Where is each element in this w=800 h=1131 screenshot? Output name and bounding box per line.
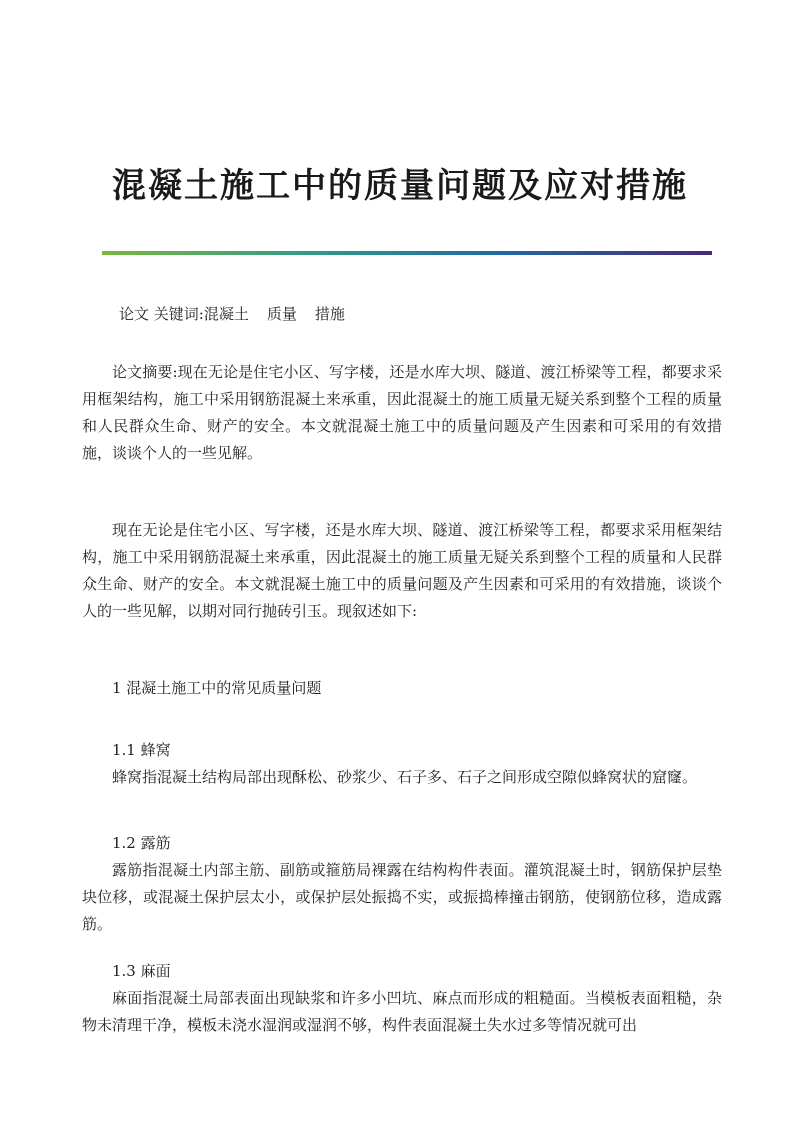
abstract-paragraph: 论文摘要:现在无论是住宅小区、写字楼，还是水库大坝、隧道、渡江桥梁等工程，都要求采用框架结构，施工中采用钢筋混凝土来承重，因此混凝土的施工质量无疑关系到整个工程的质量和人民群众生命、财产的安全。本文就混凝土施工中的质量问题及产生因素和可采用的有效措施，谈谈个人的一些见解。 xyxy=(82,363,722,462)
subsection-heading: 1.3 麻面 xyxy=(112,962,171,980)
subsection-body: 麻面指混凝土局部表面出现缺浆和许多小凹坑、麻点而形成的粗糙面。当模板表面粗糙，杂物未清理干净，模板未浇水湿润或湿润不够，构件表面混凝土失水过多等情况就可出 xyxy=(82,989,722,1034)
keywords-prefix: 论文 关键词: xyxy=(119,305,204,323)
subsection-heading: 1.2 露筋 xyxy=(112,834,171,852)
keyword-item: 混凝土 xyxy=(203,305,249,323)
keyword-item: 措施 xyxy=(314,305,345,323)
title-divider xyxy=(102,251,712,255)
keywords-line xyxy=(82,301,759,328)
keyword-item: 质量 xyxy=(266,305,297,323)
subsection-body: 蜂窝指混凝土结构局部出现酥松、砂浆少、石子多、石子之间形成空隙似蜂窝状的窟窿。 xyxy=(112,768,698,786)
section-heading: 1 混凝土施工中的常见质量问题 xyxy=(112,679,322,697)
document-title: 混凝土施工中的质量问题及应对措施 xyxy=(112,166,688,206)
intro-paragraph: 现在无论是住宅小区、写字楼，还是水库大坝、隧道、渡江桥梁等工程，都要求采用框架结构，施工中采用钢筋混凝土来承重，因此混凝土的施工质量无疑关系到整个工程的质量和人民群众生命、财产的安全。本文就混凝土施工中的质量问题及产生因素和可采用的有效措施，谈谈个人的一些见解，以期对同行抛砖引玉。现叙述如下: xyxy=(82,521,722,620)
subsection-body: 露筋指混凝土内部主筋、副筋或箍筋局裸露在结构构件表面。灌筑混凝土时，钢筋保护层垫块位移，或混凝土保护层太小，或保护层处振捣不实，或振捣棒撞击钢筋，使钢筋位移，造成露筋。 xyxy=(82,861,722,933)
subsection-heading: 1.1 蜂窝 xyxy=(112,741,171,759)
